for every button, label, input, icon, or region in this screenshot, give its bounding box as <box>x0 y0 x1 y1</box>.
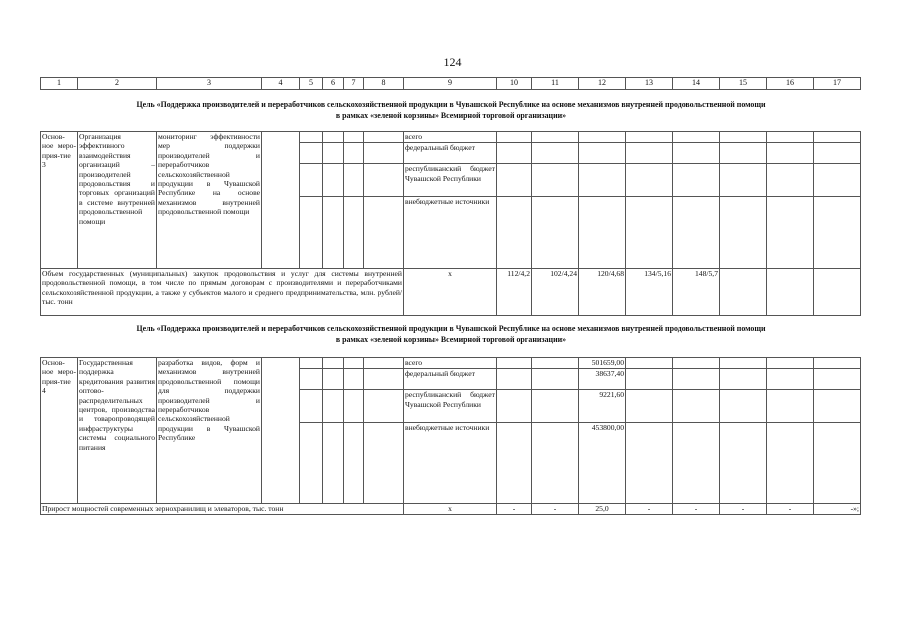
empty-cell <box>300 132 323 143</box>
empty-cell <box>300 164 323 197</box>
empty-cell <box>673 143 720 164</box>
empty-cell <box>720 143 767 164</box>
empty-cell <box>767 197 814 269</box>
empty-cell <box>579 143 626 164</box>
column-number: 15 <box>720 78 767 90</box>
empty-cell <box>323 132 344 143</box>
empty-cell <box>262 132 300 269</box>
empty-cell <box>720 164 767 197</box>
activity-table-4 <box>40 357 861 515</box>
empty-cell <box>344 132 364 143</box>
empty-cell <box>262 358 300 504</box>
empty-cell <box>344 164 364 197</box>
column-number: 1 <box>41 78 78 90</box>
empty-cell <box>720 132 767 143</box>
empty-cell <box>814 132 861 143</box>
indicator-row <box>41 504 861 515</box>
empty-cell <box>323 143 344 164</box>
empty-cell <box>720 423 767 504</box>
column-number: 8 <box>364 78 404 90</box>
funding-source: всего <box>404 132 497 143</box>
column-number-header <box>40 77 861 90</box>
empty-cell <box>673 132 720 143</box>
empty-cell <box>497 369 532 390</box>
column-number: 10 <box>497 78 532 90</box>
column-number: 12 <box>579 78 626 90</box>
empty-cell <box>300 390 323 423</box>
indicator-value: - <box>532 504 579 515</box>
funding-amount: 453800,00 <box>579 423 626 504</box>
empty-cell <box>532 390 579 423</box>
goal-line: в рамках «зеленой корзины» Всемирной торговой организации» <box>335 111 567 120</box>
empty-cell <box>767 390 814 423</box>
column-number: 17 <box>814 78 861 90</box>
empty-cell <box>323 369 344 390</box>
indicator-row <box>41 269 861 316</box>
empty-cell <box>497 143 532 164</box>
empty-cell <box>323 358 344 369</box>
activity-label: Основ-ное меро-прия-тие 3 <box>41 132 78 269</box>
empty-cell <box>626 423 673 504</box>
indicator-text: Прирост мощностей современных зернохранилищ и элеваторов, тыс. тонн <box>41 504 404 515</box>
table-row <box>41 132 861 143</box>
empty-cell <box>626 358 673 369</box>
funding-amount: 38637,40 <box>579 369 626 390</box>
funding-source: республиканский бюджет Чувашской Республики <box>404 390 497 423</box>
goal-line: в рамках «зеленой корзины» Всемирной торговой организации» <box>335 335 567 344</box>
empty-cell <box>300 358 323 369</box>
indicator-value: 120/4,68 <box>579 269 626 316</box>
column-number: 6 <box>323 78 344 90</box>
indicator-value: - <box>626 504 673 515</box>
empty-cell <box>364 197 404 269</box>
empty-cell <box>673 390 720 423</box>
empty-cell <box>532 197 579 269</box>
empty-cell <box>344 390 364 423</box>
empty-cell <box>364 390 404 423</box>
empty-cell <box>344 358 364 369</box>
column-number: 4 <box>262 78 300 90</box>
indicator-value: 148/5,7 <box>673 269 720 316</box>
empty-cell <box>626 143 673 164</box>
empty-cell <box>497 423 532 504</box>
indicator-value: 102/4,24 <box>532 269 579 316</box>
funding-source: всего <box>404 358 497 369</box>
empty-cell <box>673 423 720 504</box>
empty-cell <box>814 390 861 423</box>
funding-amount: 9221,60 <box>579 390 626 423</box>
indicator-value <box>767 269 814 316</box>
empty-cell <box>767 423 814 504</box>
indicator-value: -»; <box>814 504 861 515</box>
activity-expected-result: разработка видов, форм и механизмов внутренней продовольственной помощи для поддержки производителей и переработчиков сельскохозяйственной продукции в Чувашской Республике <box>157 358 262 504</box>
empty-cell <box>300 197 323 269</box>
empty-cell <box>300 423 323 504</box>
funding-source: внебюджетные источники <box>404 423 497 504</box>
column-number: 3 <box>157 78 262 90</box>
empty-cell <box>532 164 579 197</box>
empty-cell <box>344 143 364 164</box>
goal-heading <box>40 99 862 121</box>
activity-label: Основ-ное меро-прия-тие 4 <box>41 358 78 504</box>
funding-source: внебюджетные источники <box>404 197 497 269</box>
empty-cell <box>720 358 767 369</box>
empty-cell <box>814 369 861 390</box>
indicator-value: - <box>720 504 767 515</box>
column-number: 14 <box>673 78 720 90</box>
empty-cell <box>497 164 532 197</box>
empty-cell <box>532 358 579 369</box>
empty-cell <box>532 369 579 390</box>
goal-heading <box>40 323 862 345</box>
indicator-value: 25,0 <box>579 504 626 515</box>
empty-cell <box>767 358 814 369</box>
indicator-value: 134/5,16 <box>626 269 673 316</box>
indicator-text: Объем государственных (муниципальных) закупок продовольствия и услуг для системы внутренней продовольственной помощи, в том числе по прямым договорам с производителями и переработчиками сельскохозяйственной продукции, а также у субъектов малого и среднего предпринимательства, млн. рублей/тыс. тонн <box>41 269 404 316</box>
page-number: 124 <box>443 55 462 69</box>
empty-cell <box>720 369 767 390</box>
column-number: 13 <box>626 78 673 90</box>
empty-cell <box>720 197 767 269</box>
empty-cell <box>673 369 720 390</box>
empty-cell <box>497 358 532 369</box>
empty-cell <box>814 423 861 504</box>
empty-cell <box>323 390 344 423</box>
empty-cell <box>497 390 532 423</box>
indicator-x: x <box>404 504 497 515</box>
activity-table-3 <box>40 131 861 316</box>
activity-description: Организация эффективного взаимодействия организаций – производителей продовольствия и торговых организаций в системе внутренней продовольственной помощи <box>78 132 157 269</box>
empty-cell <box>626 197 673 269</box>
indicator-x: x <box>404 269 497 316</box>
empty-cell <box>497 197 532 269</box>
empty-cell <box>673 164 720 197</box>
indicator-value: - <box>497 504 532 515</box>
column-number: 5 <box>300 78 323 90</box>
empty-cell <box>720 390 767 423</box>
empty-cell <box>364 358 404 369</box>
empty-cell <box>300 369 323 390</box>
activity-expected-result: мониторинг эффективности мер поддержки производителей и переработчиков сельскохозяйственной продукции в Чувашской Республике на основе механизмов внутренней продовольственной помощи <box>157 132 262 269</box>
empty-cell <box>532 132 579 143</box>
empty-cell <box>814 197 861 269</box>
empty-cell <box>323 423 344 504</box>
funding-source: федеральный бюджет <box>404 369 497 390</box>
empty-cell <box>364 132 404 143</box>
empty-cell <box>626 369 673 390</box>
activity-description: Государственная поддержка кредитования развития оптово-распределительных центров, производства и товаропроводящей инфраструктуры системы социального питания <box>78 358 157 504</box>
empty-cell <box>767 369 814 390</box>
empty-cell <box>323 197 344 269</box>
funding-amount: 501659,00 <box>579 358 626 369</box>
header-row <box>41 78 861 90</box>
empty-cell <box>767 132 814 143</box>
column-number: 7 <box>344 78 364 90</box>
indicator-value: - <box>673 504 720 515</box>
empty-cell <box>626 164 673 197</box>
empty-cell <box>579 164 626 197</box>
empty-cell <box>626 132 673 143</box>
empty-cell <box>364 143 404 164</box>
goal-line: Цель «Поддержка производителей и переработчиков сельскохозяйственной продукции в Чувашской Республике на основе механизмов внутренней продовольственной помощи <box>136 100 766 109</box>
empty-cell <box>497 132 532 143</box>
empty-cell <box>626 390 673 423</box>
empty-cell <box>767 164 814 197</box>
empty-cell <box>814 358 861 369</box>
empty-cell <box>673 197 720 269</box>
column-number: 9 <box>404 78 497 90</box>
column-number: 11 <box>532 78 579 90</box>
empty-cell <box>323 164 344 197</box>
empty-cell <box>579 197 626 269</box>
column-number: 2 <box>78 78 157 90</box>
funding-source: федеральный бюджет <box>404 143 497 164</box>
empty-cell <box>364 164 404 197</box>
empty-cell <box>814 143 861 164</box>
empty-cell <box>364 369 404 390</box>
empty-cell <box>300 143 323 164</box>
indicator-value <box>814 269 861 316</box>
empty-cell <box>344 423 364 504</box>
indicator-value: - <box>767 504 814 515</box>
column-number: 16 <box>767 78 814 90</box>
empty-cell <box>532 423 579 504</box>
indicator-value <box>720 269 767 316</box>
empty-cell <box>579 132 626 143</box>
indicator-value: 112/4,2 <box>497 269 532 316</box>
empty-cell <box>814 164 861 197</box>
table-row <box>41 358 861 369</box>
empty-cell <box>364 423 404 504</box>
empty-cell <box>673 358 720 369</box>
empty-cell <box>344 369 364 390</box>
empty-cell <box>767 143 814 164</box>
empty-cell <box>532 143 579 164</box>
funding-source: республиканский бюджет Чувашской Республики <box>404 164 497 197</box>
empty-cell <box>344 197 364 269</box>
goal-line: Цель «Поддержка производителей и переработчиков сельскохозяйственной продукции в Чувашской Республике на основе механизмов внутренней продовольственной помощи <box>136 324 766 333</box>
